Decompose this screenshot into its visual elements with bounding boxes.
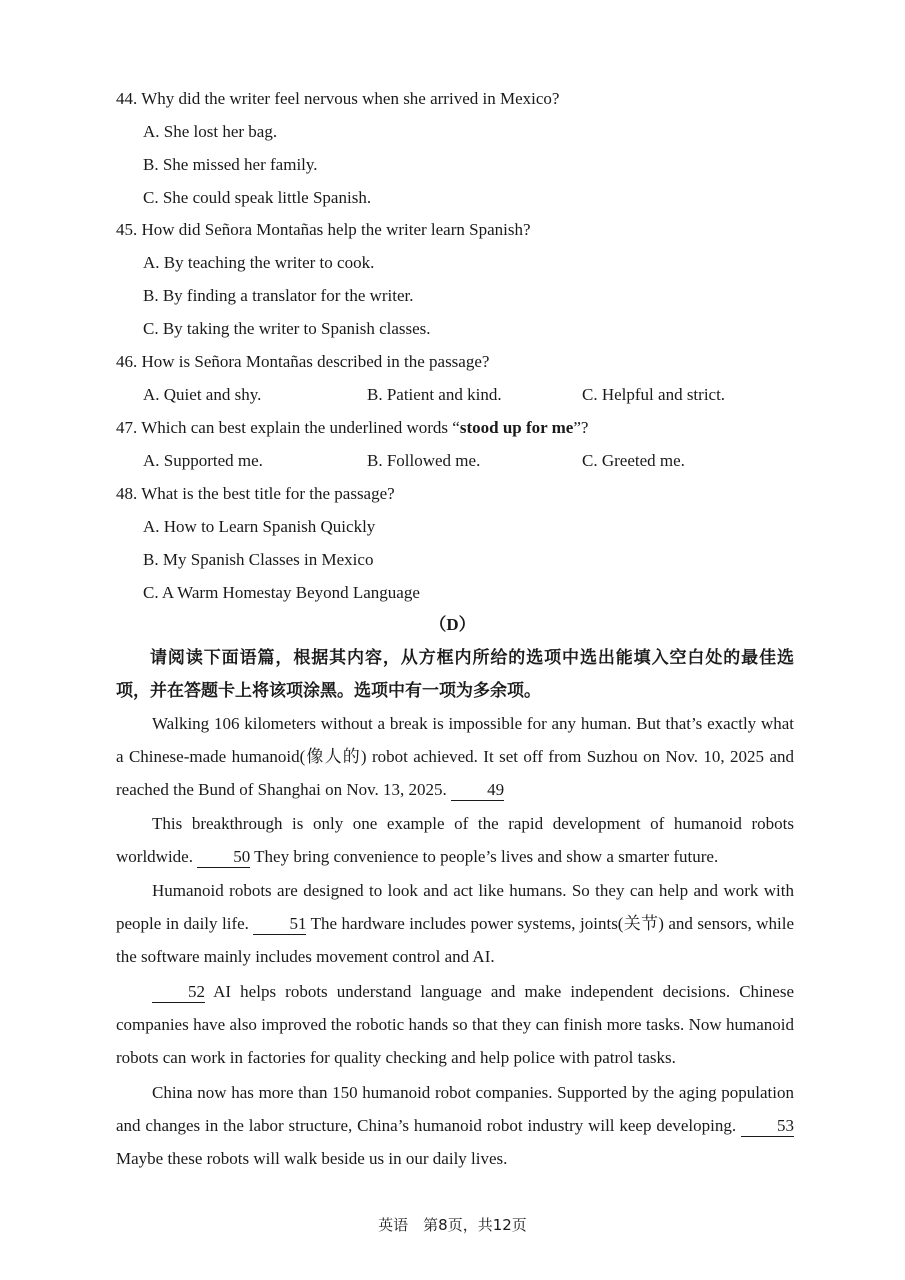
instructions: 请阅读下面语篇，根据其内容，从方框内所给的选项中选出能填入空白处的最佳选项，并在答题卡上将该项涂黑。选项中有一项为多余项。: [116, 648, 794, 702]
question-44-option-a: A. She lost her bag.: [143, 122, 278, 141]
paragraph-4: [116, 975, 794, 1075]
blank-49: 49: [451, 780, 504, 801]
question-45-option-a: A. By teaching the writer to cook.: [143, 253, 375, 272]
paragraph-1-text: Walking 106 kilometers without a break is impossible for any human. But that’s exactly what a Chinese-made humanoid(像人的) robot achieved. It set off from Suzhou on Nov. 10, 2025 and reached the Bund of Shanghai on Nov. 13, 2025.: [116, 714, 794, 800]
blank-51: 51: [253, 914, 306, 935]
question-46-option-c: C. Helpful and strict.: [582, 385, 726, 404]
question-48-option-a: A. How to Learn Spanish Quickly: [143, 517, 376, 536]
question-47-option-c: C. Greeted me.: [582, 451, 685, 470]
question-45-stem: 45. How did Señora Montañas help the writer learn Spanish?: [116, 220, 531, 239]
question-48-option-b: B. My Spanish Classes in Mexico: [143, 550, 374, 569]
blank-53: 53: [741, 1116, 794, 1137]
question-44-option-c: C. She could speak little Spanish.: [143, 188, 372, 207]
paragraph-4-text: AI helps robots understand language and make independent decisions. Chinese companies have also improved the robotic hands so that they can finish more tasks. Now humanoid robots can work in factories for quality checking and help police with patrol tasks.: [116, 982, 794, 1068]
question-44-stem: 44. Why did the writer feel nervous when she arrived in Mexico?: [116, 89, 560, 108]
question-46-option-a: A. Quiet and shy.: [143, 385, 262, 404]
paragraph-5-text-b: Maybe these robots will walk beside us in our daily lives.: [116, 1149, 508, 1169]
paragraph-3: [116, 874, 794, 974]
question-45-option-c: C. By taking the writer to Spanish classes.: [143, 319, 431, 338]
paragraph-5-text-a: China now has more than 150 humanoid robot companies. Supported by the aging population and changes in the labor structure, China’s humanoid robot industry will keep developing.: [116, 1083, 794, 1136]
paragraph-5: [116, 1076, 794, 1176]
underlined-words: stood up for me: [459, 418, 574, 437]
question-45-option-b: B. By finding a translator for the writer.: [143, 286, 414, 305]
paragraph-3-text-a: Humanoid robots are designed to look and act like humans. So they can help and work with people in daily life.: [116, 881, 794, 934]
paragraph-2-text-b: They bring convenience to people’s lives and show a smarter future.: [250, 847, 719, 867]
question-48-stem: 48. What is the best title for the passage?: [116, 484, 395, 503]
blank-52: 52: [152, 982, 205, 1003]
question-47-option-a: A. Supported me.: [143, 451, 263, 470]
question-47-stem-post: ”?: [573, 418, 589, 437]
question-46-stem: 46. How is Señora Montañas described in the passage?: [116, 352, 490, 371]
paragraph-3-text-b: The hardware includes power systems, joints(关节) and sensors, while the software mainly includes movement control and AI.: [116, 914, 794, 967]
question-48-option-c: C. A Warm Homestay Beyond Language: [143, 583, 420, 602]
paragraph-1: [116, 707, 794, 807]
question-47-option-b: B. Followed me.: [367, 451, 481, 470]
blank-50: 50: [197, 847, 250, 868]
paragraph-2-text-a: This breakthrough is only one example of the rapid development of humanoid robots worldwide.: [116, 814, 794, 867]
question-46-option-b: B. Patient and kind.: [367, 385, 502, 404]
question-47-stem-pre: 47. Which can best explain the underlined words “: [116, 418, 460, 437]
paragraph-2: [116, 807, 794, 873]
page-footer: 英语 第8页，共12页: [378, 1216, 527, 1234]
question-47-stem: [116, 417, 588, 439]
question-44-option-b: B. She missed her family.: [143, 155, 318, 174]
section-title: （D）: [429, 615, 476, 634]
